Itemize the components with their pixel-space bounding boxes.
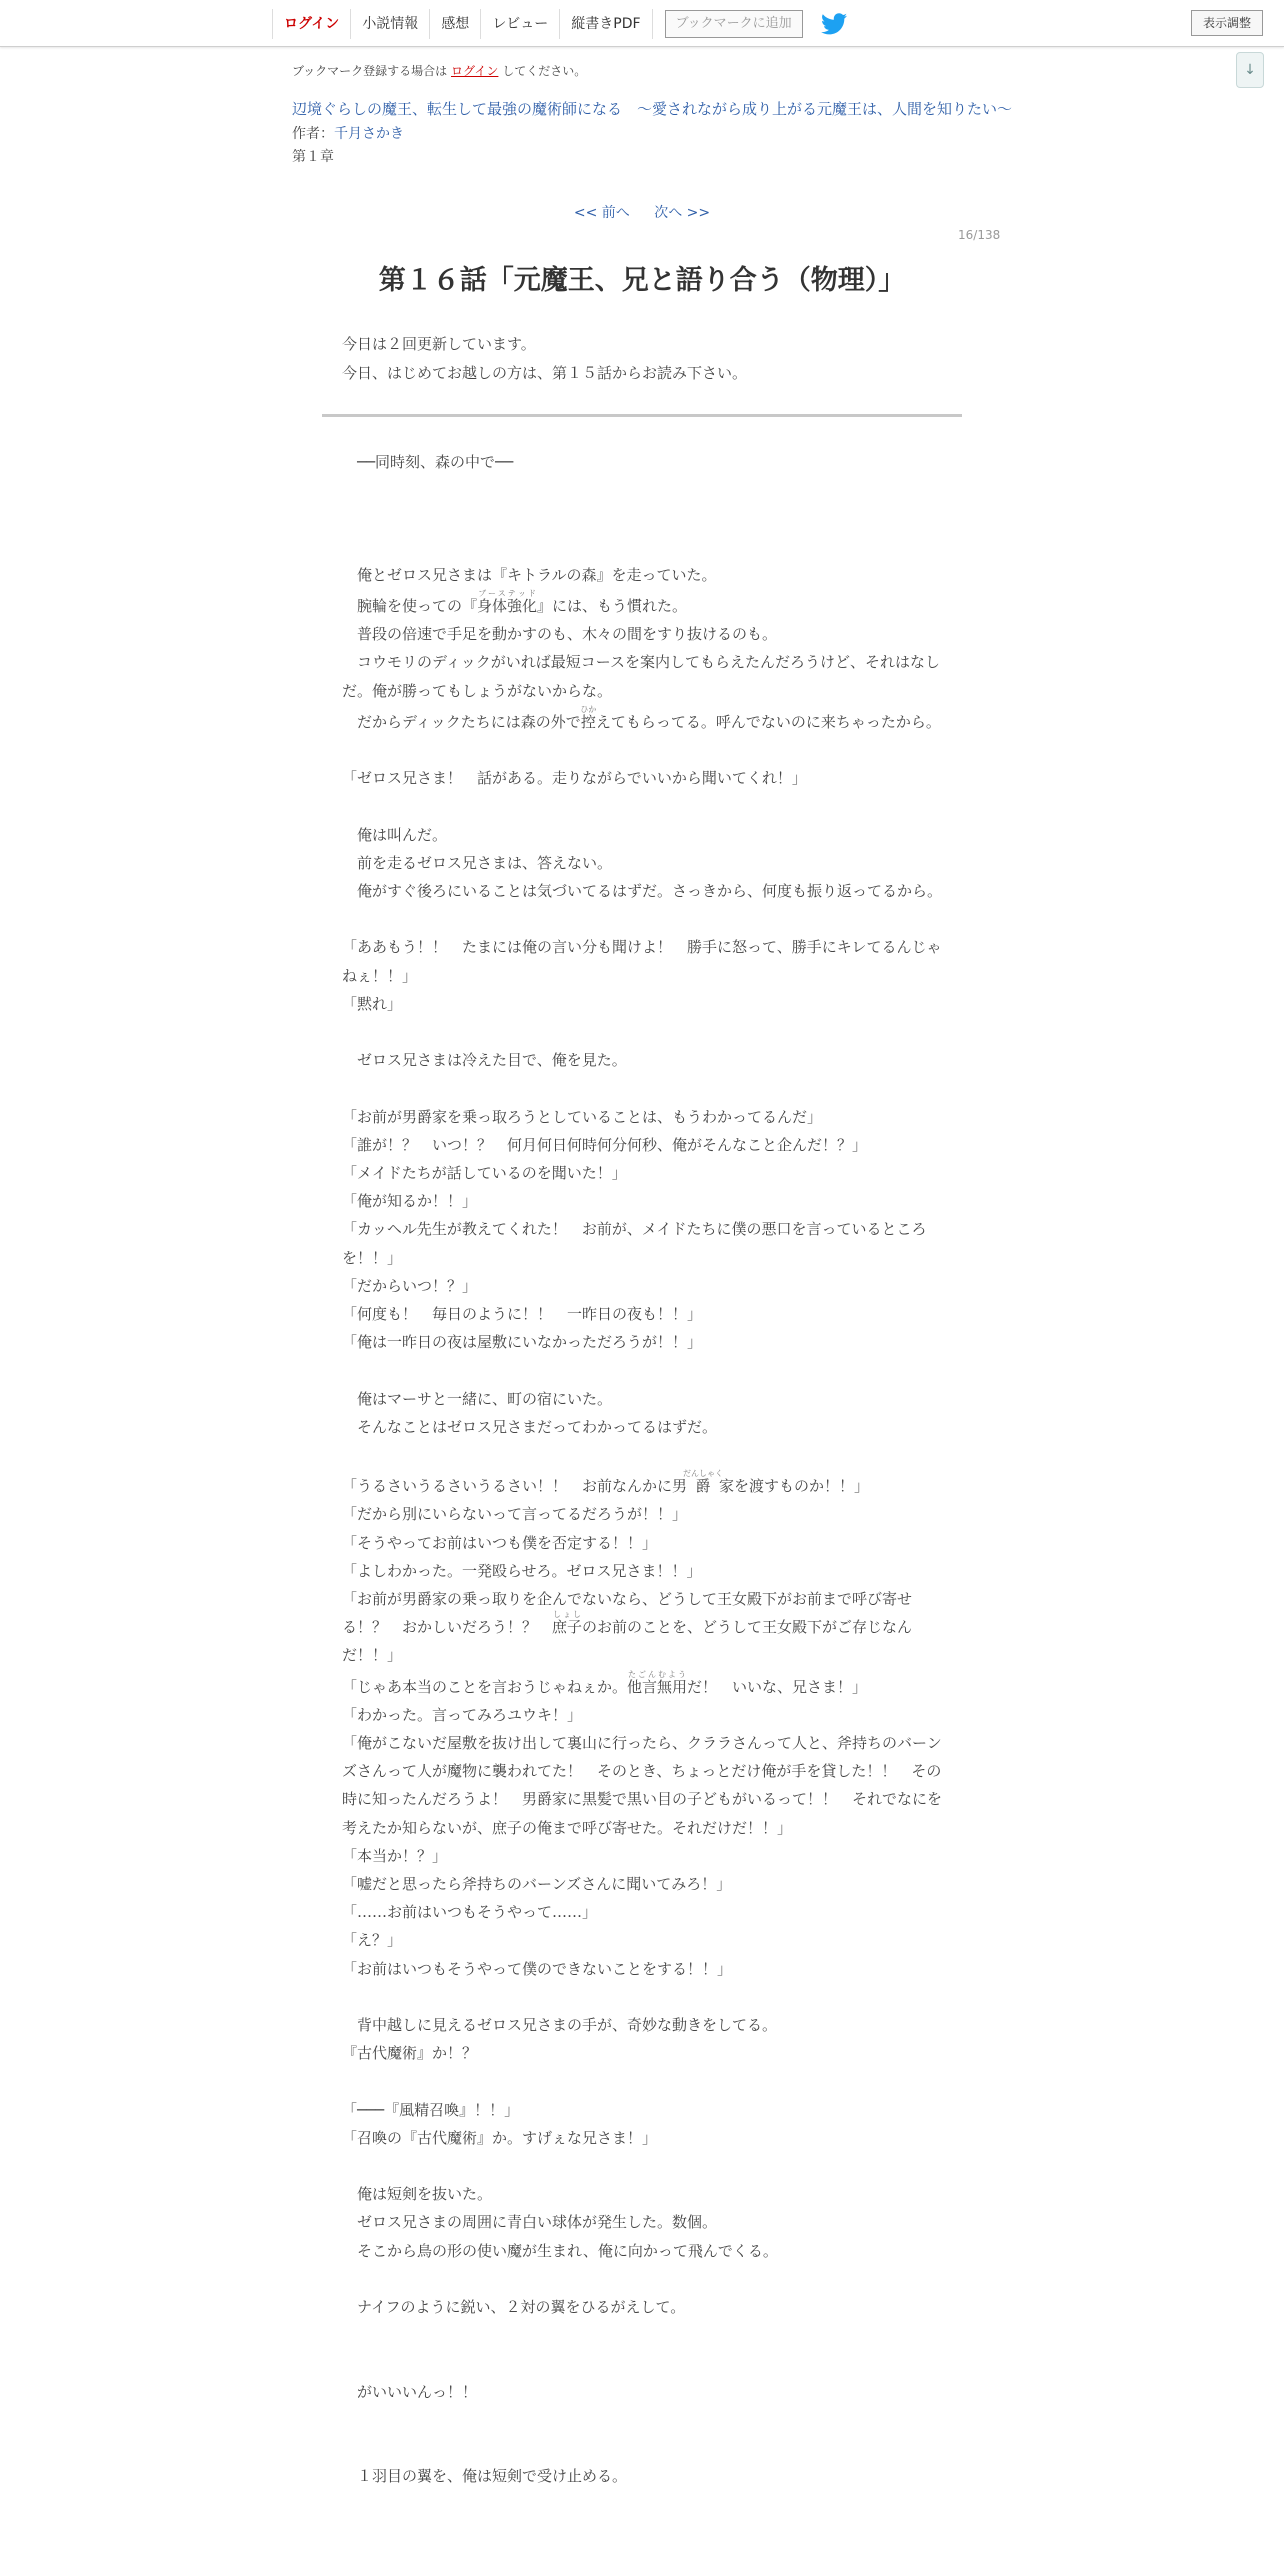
display-settings-button[interactable]: 表示調整 (1191, 10, 1263, 36)
ruby-annotation: 身体強化ブーステッド (477, 588, 538, 615)
episode-title: 第１６話「元魔王、兄と語り合う（物理）」 (378, 265, 906, 296)
login-note-after: してください。 (502, 64, 587, 78)
body-paragraph (342, 2067, 942, 2095)
nav-impressions[interactable]: 感想 (429, 9, 480, 39)
body-paragraph (342, 2349, 942, 2377)
body-paragraph: 「召喚の『古代魔術』か。すげぇな兄さま！」 (342, 2128, 658, 2147)
body-paragraph (342, 736, 942, 764)
body-paragraph: 「だからいつ！？」 (342, 1276, 478, 1295)
body-paragraph (342, 2321, 942, 2349)
body-paragraph (342, 1441, 942, 1469)
scroll-down-button[interactable]: ↓ (1236, 52, 1264, 88)
ruby-text: ひか (580, 704, 597, 714)
nav-vertical-pdf[interactable]: 縦書きPDF (559, 9, 652, 39)
nav-login[interactable]: ログイン (272, 9, 350, 39)
pager (0, 202, 1284, 222)
top-navigation-bar (0, 0, 1284, 47)
body-paragraph: 「え？」 (342, 1931, 403, 1950)
body-paragraph: 「ああもう！！ たまには俺の言い分も聞けよ！ 勝手に怒って、勝手にキレてるんじゃねぇ！！」 (342, 938, 942, 985)
ruby-annotation: 庶子しょし (552, 1610, 583, 1637)
body-paragraph: 俺は叫んだ。 (342, 825, 448, 844)
body-paragraph: 「うるさいうるさいうるさい！！ お前なんかに男爵だんしゃく家を渡すものか！！」 (342, 1469, 870, 1496)
body-paragraph: がいいいんっ！！ (342, 2382, 478, 2401)
body-paragraph: 「お前が男爵家を乗っ取ろうとしていることは、もうわかってるんだ」 (342, 1107, 823, 1126)
body-paragraph (342, 2434, 942, 2462)
body-paragraph (342, 792, 942, 820)
page-count: 16/138 (958, 228, 1001, 242)
body-paragraph: 「じゃあ本当のことを言おうじゃねぇか。他言無用たごんむようだ！ いいな、兄さま！」 (342, 1669, 868, 1696)
body-paragraph: 「メイドたちが話しているのを聞いた！」 (342, 1163, 627, 1182)
ruby-annotation: 控ひか (580, 704, 597, 731)
twitter-icon[interactable] (821, 13, 847, 35)
body-paragraph: 「何度も！ 毎日のように！！ 一昨日の夜も！！」 (342, 1304, 703, 1323)
next-link[interactable]: 次へ >> (654, 205, 711, 221)
body-paragraph: そんなことはゼロス兄さまだってわかってるはずだ。 (342, 1417, 718, 1436)
body-paragraph (342, 2152, 942, 2180)
body-paragraph: 「……お前はいつもそうやって……」 (342, 1903, 598, 1922)
body-paragraph: 俺は短剣を抜いた。 (342, 2185, 493, 2204)
body-paragraph: 「俺がこないだ屋敷を抜け出して裏山に行ったら、クララさんって人と、斧持ちのバーンズさんって人が魔物に襲われてた！ そのとき、ちょっとだけ俺が手を貸した！！ その時に知ったんだろうよ！ 男爵家に黒髪で黒い目の子どもがいるって！！ それでなにを考えたか知らないが、庶子の俺まで呼び寄せた。それだけだ！！」 (342, 1733, 943, 1837)
section-divider (322, 414, 962, 417)
nav-review[interactable]: レビュー (480, 9, 559, 39)
ruby-annotation: 他言無用たごんむよう (627, 1669, 688, 1696)
body-paragraph (342, 1074, 942, 1102)
ruby-text: ブーステッド (477, 588, 538, 598)
ruby-text: しょし (552, 1610, 583, 1620)
ruby-text: たごんむよう (627, 1669, 688, 1679)
body-paragraph: 普段の倍速で手足を動かすのも、木々の間をすり抜けるのも。 (342, 625, 778, 644)
preface-line: 今日は２回更新しています。 (342, 335, 536, 353)
preface (342, 330, 747, 388)
login-note-link[interactable]: ログイン (451, 64, 499, 78)
body-paragraph: 「カッヘル先生が教えてくれた！ お前が、メイドたちに僕の悪口を言っているところを！！」 (342, 1220, 927, 1267)
body-paragraph: 「よしわかった。一発殴らせろ。ゼロス兄さま！！」 (342, 1561, 702, 1580)
body-paragraph: 「わかった。言ってみろユウキ！」 (342, 1705, 583, 1724)
body-paragraph: 俺とゼロス兄さまは『キトラルの森』を走っていた。 (342, 565, 717, 584)
body-paragraph: 「嘘だと思ったら斧持ちのバーンズさんに聞いてみろ！」 (342, 1875, 732, 1893)
body-paragraph: だからディックたちには森の外で控ひかえてもらってる。呼んでないのに来ちゃったから。 (342, 704, 941, 731)
body-paragraph: 「───『風精召喚』！！」 (342, 2100, 520, 2119)
body-paragraph: 腕輪を使っての『身体強化ブーステッド』には、もう慣れた。 (342, 588, 688, 615)
chapter-title: 第１章 (292, 149, 334, 165)
body-paragraph: 『古代魔術』か！？ (342, 2044, 478, 2063)
body-paragraph: ゼロス兄さまは冷えた目で、俺を見た。 (342, 1051, 627, 1070)
body-paragraph: 「誰が！？ いつ！？ 何月何日何時何分何秒、俺がそんなこと企んだ！？」 (342, 1135, 868, 1154)
body-paragraph: ナイフのように鋭い、２対の翼をひるがえして。 (342, 2297, 686, 2316)
body-paragraph: ゼロス兄さまの周囲に青白い球体が発生した。数個。 (342, 2213, 718, 2232)
body-paragraph: 「だから別にいらないって言ってるだろうが！！」 (342, 1505, 688, 1524)
login-note (292, 62, 586, 79)
body-paragraph (342, 504, 942, 532)
body-paragraph (342, 1983, 942, 2011)
body-paragraph: １羽目の翼を、俺は短剣で受け止める。 (342, 2467, 628, 2486)
ruby-annotation: 爵だんしゃく (683, 1469, 724, 1496)
nav-novel-info[interactable]: 小説情報 (350, 9, 429, 39)
author-link[interactable]: 千月さかき (334, 126, 404, 142)
author-label: 作者： (292, 126, 334, 142)
body-paragraph (342, 476, 942, 504)
ruby-text: だんしゃく (683, 1469, 724, 1479)
body-paragraph: 「そうやってお前はいつも僕を否定する！！」 (342, 1533, 658, 1552)
novel-body (342, 448, 942, 2490)
preface-line: 今日、はじめてお越しの方は、第１５話からお読み下さい。 (342, 364, 748, 382)
body-paragraph (342, 1018, 942, 1046)
body-paragraph: 「黙れ」 (342, 994, 403, 1013)
body-paragraph: 「本当か！？」 (342, 1846, 448, 1865)
body-paragraph: 「俺が知るか！！」 (342, 1192, 478, 1211)
body-paragraph (342, 533, 942, 561)
body-paragraph: 「お前が男爵家の乗っ取りを企んでないなら、どうして王女殿下がお前まで呼び寄せる！？ おかしいだろう！？ 庶子しょしのお前のことを、どうして王女殿下がご存じなんだ！！」 (342, 1589, 913, 1665)
header-nav (272, 8, 847, 40)
body-paragraph (342, 2406, 942, 2434)
body-paragraph (342, 2265, 942, 2293)
body-paragraph (342, 1356, 942, 1384)
body-paragraph: 俺はマーサと一緒に、町の宿にいた。 (342, 1389, 613, 1408)
body-paragraph (342, 905, 942, 933)
body-paragraph: 「ゼロス兄さま！ 話がある。走りながらでいいから聞いてくれ！」 (342, 769, 807, 788)
series-title-link[interactable]: 辺境ぐらしの魔王、転生して最強の魔術師になる 〜愛されながら成り上がる元魔王は、人間を知りたい〜 (292, 100, 1013, 118)
body-paragraph: ──同時刻、森の中で── (342, 453, 514, 471)
body-paragraph: コウモリのディックがいれば最短コースを案内してもらえたんだろうけど、それはなしだ。俺が勝ってもしょうがないからな。 (342, 653, 941, 700)
body-paragraph: 前を走るゼロス兄さまは、答えない。 (342, 853, 613, 872)
prev-link[interactable]: << 前へ (573, 205, 630, 221)
body-paragraph: そこから鳥の形の使い魔が生まれ、俺に向かって飛んでくる。 (342, 2241, 778, 2260)
body-paragraph: 背中越しに見えるゼロス兄さまの手が、奇妙な動きをしてる。 (342, 2016, 778, 2034)
body-paragraph: 「俺は一昨日の夜は屋敷にいなかっただろうが！！」 (342, 1333, 703, 1352)
add-bookmark-button[interactable]: ブックマークに追加 (665, 10, 803, 38)
login-note-before: ブックマーク登録する場合は (292, 64, 448, 78)
body-paragraph: 俺がすぐ後ろにいることは気づいてるはずだ。さっきから、何度も振り返ってるから。 (342, 881, 943, 900)
body-paragraph: 「お前はいつもそうやって僕のできないことをする！！」 (342, 1959, 733, 1978)
author-line (292, 123, 404, 143)
